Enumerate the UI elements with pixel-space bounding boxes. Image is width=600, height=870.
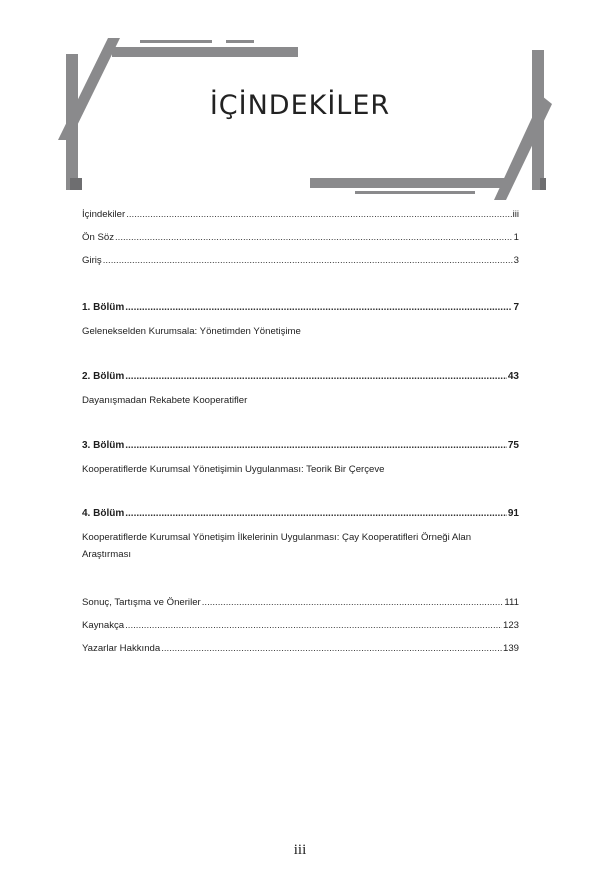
toc-entry [82,596,519,609]
chapter-label: 2. Bölüm [82,371,125,382]
chapter-heading [82,507,519,520]
front-matter-group [82,208,519,267]
chapter-heading [82,370,519,383]
chapter-page: 43 [507,371,519,382]
chapter-group [82,439,519,477]
leader-dots [125,619,502,632]
leader-dots [125,301,512,314]
chapter-page: 75 [507,440,519,451]
leader-dots [126,208,511,221]
chapter-subtitle: Kooperatiflerde Kurumsal Yönetişim İlkelerinin Uygulanması: Çay Kooperatifleri Örneği Alan Araştırması [82,532,472,560]
chapter-label: 4. Bölüm [82,508,125,519]
chapter-label: 3. Bölüm [82,440,125,451]
chapter-page: 7 [513,302,519,313]
leader-dots [161,642,502,655]
toc-entry-label: Yazarlar Hakkında [82,643,161,654]
chapter-heading [82,301,519,314]
toc-entry [82,254,519,267]
toc-entry-label: İçindekiler [82,209,126,220]
toc-entry-page: 1 [513,232,519,243]
chapter-subtitle: Gelenekselden Kurumsala: Yönetimden Yönetişime [82,326,301,337]
toc-entry [82,642,519,655]
table-of-contents [82,208,519,655]
toc-entry [82,231,519,244]
leader-dots [125,507,507,520]
chapter-group [82,301,519,339]
toc-entry-page: 123 [502,620,519,631]
toc-entry [82,619,519,632]
toc-entry-page: 139 [502,643,519,654]
leader-dots [115,231,513,244]
toc-entry-page: 111 [504,597,519,608]
chapter-label: 1. Bölüm [82,302,125,313]
chapter-page: 91 [507,508,519,519]
chapter-heading [82,439,519,452]
leader-dots [202,596,504,609]
toc-entry-page: 3 [513,255,519,266]
toc-entry-label: Kaynakça [82,620,125,631]
page-number: iii [293,842,307,858]
toc-entry-label: Sonuç, Tartışma ve Öneriler [82,597,201,608]
back-matter-group [82,596,519,655]
toc-entry [82,208,519,221]
leader-dots [103,254,513,267]
leader-dots [125,370,507,383]
toc-entry-label: Giriş [82,255,102,266]
chapter-subtitle: Kooperatiflerde Kurumsal Yönetişimin Uygulanması: Teorik Bir Çerçeve [82,464,385,475]
chapter-group [82,370,519,408]
toc-entry-label: Ön Söz [82,232,114,243]
toc-entry-page: iii [512,209,519,220]
chapter-subtitle: Dayanışmadan Rekabete Kooperatifler [82,395,248,406]
leader-dots [125,439,507,452]
page-title: İÇİNDEKİLER [209,90,391,121]
chapter-group [82,507,519,563]
